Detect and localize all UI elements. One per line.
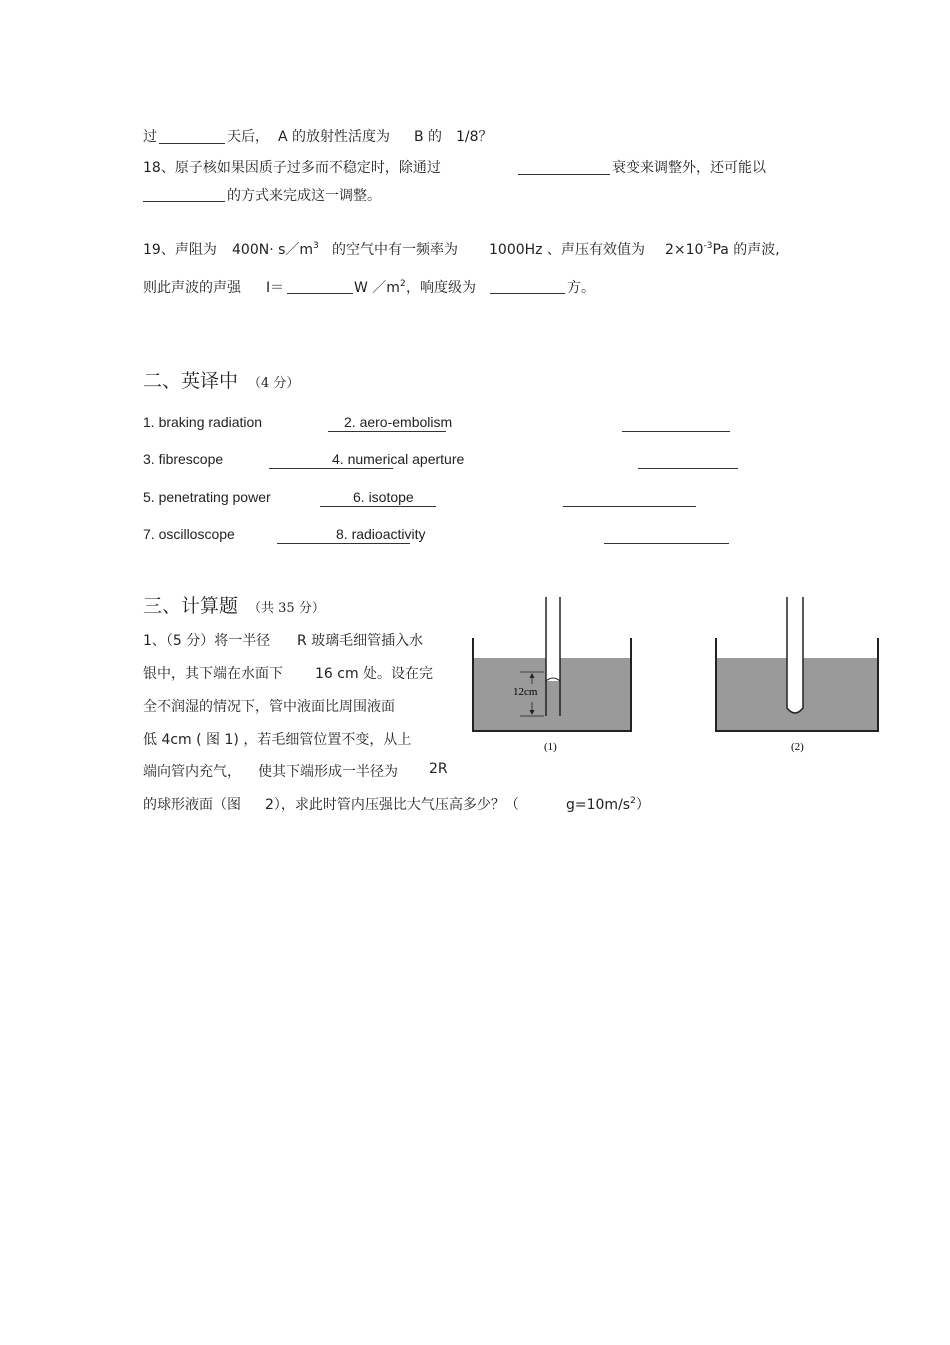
vocab-item-3: 3. fibrescope bbox=[143, 451, 224, 467]
answer-blank[interactable] bbox=[518, 174, 610, 175]
answer-blank[interactable] bbox=[604, 543, 729, 544]
answer-blank[interactable] bbox=[159, 143, 225, 144]
answer-blank[interactable] bbox=[277, 543, 410, 544]
tube-interior bbox=[787, 595, 803, 713]
answer-blank[interactable] bbox=[143, 201, 225, 202]
vocab-item-8: 8. radioactivity bbox=[336, 526, 426, 542]
q17-text-3: A 的放射性活度为 bbox=[278, 129, 391, 145]
q17-text-2: 天后， bbox=[227, 129, 269, 145]
q19-text-11: 方。 bbox=[567, 280, 595, 296]
section2-points: （4 分） bbox=[248, 376, 300, 391]
figure-2-label: (2) bbox=[791, 741, 804, 753]
answer-blank[interactable] bbox=[563, 506, 696, 507]
vocab-item-5: 5. penetrating power bbox=[143, 489, 271, 505]
vocab-item-6: 6. isotope bbox=[353, 489, 414, 505]
q1-text: 的球形液面（图 bbox=[143, 797, 241, 813]
q18-text-3: 的方式来完成这一调整。 bbox=[227, 188, 381, 204]
vocab-item-2: 2. aero-embolism bbox=[344, 414, 453, 430]
vocab-item-7: 7. oscilloscope bbox=[143, 526, 235, 542]
tube-interior bbox=[546, 595, 560, 681]
answer-blank[interactable] bbox=[638, 468, 738, 469]
figure-2 bbox=[716, 595, 878, 753]
q18-text-2: 衰变来调整外，还可能以 bbox=[612, 160, 766, 176]
q1-text: 1、（5 分）将一半径 bbox=[143, 633, 271, 649]
q1-text: 16 cm 处。设在完 bbox=[315, 666, 434, 682]
answer-blank[interactable] bbox=[269, 468, 393, 469]
q19-text-9: W $/m^2$ bbox=[354, 279, 406, 296]
q19-text-4: 1000Hz 、声压有效值为 bbox=[489, 242, 645, 258]
q1-text: 银中，其下端在水面下 bbox=[143, 666, 283, 682]
q1-text: 低 4cm ( 图 1) ，若毛细管位置不变，从上 bbox=[143, 732, 412, 748]
section3-heading bbox=[143, 591, 325, 618]
q1-text: R 玻璃毛细管插入水 bbox=[297, 633, 424, 649]
answer-blank[interactable] bbox=[320, 506, 436, 507]
q1-text: 端向管内充气， bbox=[143, 764, 241, 780]
figure-1-label: (1) bbox=[544, 741, 557, 753]
q1-text: 全不润湿的情况下，管中液面比周围液面 bbox=[143, 699, 395, 715]
q19-text-5: $2\times 10^{-3}Pa$ 的声波, bbox=[665, 241, 780, 258]
dim-label: 12cm bbox=[513, 686, 538, 698]
vocab-item-1: 1. braking radiation bbox=[143, 414, 263, 430]
q19-text-8: I＝ bbox=[266, 280, 285, 296]
figure-1 bbox=[473, 595, 631, 753]
vocab-item-4: 4. numerical aperture bbox=[332, 451, 465, 467]
q1-text: $g=10m/s^2$） bbox=[566, 796, 650, 813]
q1-text: 2），求此时管内压强比大气压高多少？（ bbox=[265, 797, 519, 813]
section2-title: 二、英译中 bbox=[143, 370, 239, 392]
answer-blank[interactable] bbox=[622, 431, 730, 432]
section2-heading bbox=[143, 366, 299, 393]
q19-text-10: ，响度级为 bbox=[406, 280, 476, 296]
q1-text: 使其下端形成一半径为 bbox=[258, 764, 398, 780]
capillary-figure bbox=[460, 590, 890, 760]
q19-text-1: 19、声阻为 bbox=[143, 242, 217, 258]
q19-text-7: 则此声波的声强 bbox=[143, 280, 241, 296]
q1-text: 2R bbox=[429, 761, 448, 777]
q19-text-2: $400N\cdot s/m^3$ bbox=[232, 241, 319, 258]
answer-blank[interactable] bbox=[490, 293, 565, 294]
q17-text-5: 1/8？ bbox=[456, 129, 493, 145]
section3-title: 三、计算题 bbox=[143, 595, 239, 617]
answer-blank[interactable] bbox=[287, 293, 353, 294]
answer-blank[interactable] bbox=[328, 431, 446, 432]
q17-text-1: 过 bbox=[143, 129, 157, 145]
q18-text-1: 18、原子核如果因质子过多而不稳定时，除通过 bbox=[143, 160, 441, 176]
q17-text-4: B 的 bbox=[414, 129, 443, 145]
section3-points: （共 35 分） bbox=[248, 601, 325, 616]
q19-text-3: 的空气中有一频率为 bbox=[332, 242, 458, 258]
